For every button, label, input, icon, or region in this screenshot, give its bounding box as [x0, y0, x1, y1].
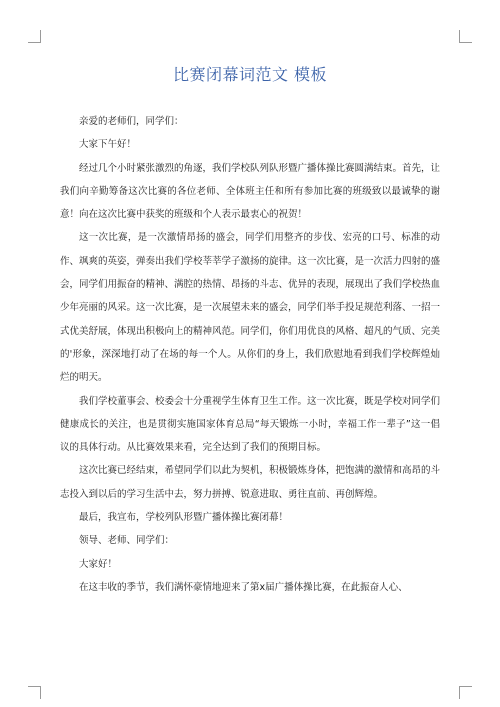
crop-mark-bottom-right [459, 686, 472, 699]
paragraph: 经过几个小时紧张激烈的角逐，我们学校队列队形暨广播体操比赛圆满结束。首先，让我们向辛勤筹备这次比赛的各位老师、全体班主任和所有参加比赛的班级致以最诚挚的谢意！向在这次比赛中获奖的班级和个人表示最衷心的祝贺！ [60, 162, 441, 221]
paragraph-greeting-2: 大家好！ [79, 558, 118, 570]
crop-mark-top-left [28, 30, 41, 43]
document-title: 比赛闭幕词范文 模板 [172, 65, 328, 84]
paragraph-greeting: 大家下午好！ [79, 139, 137, 151]
paragraph-salutation: 亲爱的老师们，同学们： [79, 116, 184, 127]
paragraph: 在这丰收的季节，我们满怀豪情地迎来了第x届广播体操比赛，在此振奋人心、 [79, 581, 408, 593]
document-body [60, 110, 440, 599]
paragraph: 这次比赛已经结束，希望同学们以此为契机，积极锻炼身体，把饱满的激情和高昂的斗志投入到以后的学习生活中去，努力拼搏、锐意进取、勇往直前、再创辉煌。 [60, 465, 441, 500]
crop-mark-bottom-left [28, 686, 41, 699]
paragraph-salutation-2: 领导、老师、同学们： [79, 535, 175, 547]
paragraph: 我们学校董事会、校委会十分重视学生体育卫生工作。这一次比赛，既是学校对同学们健康成长的关注，也是贯彻实施国家体育总局“每天锻炼一小时，幸福工作一辈子”这一倡议的具体行动。从比赛效果来看，完全达到了我们的预期目标。 [60, 395, 441, 454]
paragraph: 这一次比赛，是一次激情昂扬的盛会，同学们用整齐的步伐、宏亮的口号、标准的动作、飒爽的英姿，弹奏出我们学校莘莘学子激扬的旋律。这一次比赛，是一次活力四射的盛会，同学们用振奋的精神、满腔的热情、昂扬的斗志、优异的表现，展现出了我们学校热血少年亮丽的风采。这一次比赛，是一次展望未来的盛会，同学们举手投足规范利落、一招一式优美舒展，体现出积极向上的精神风范。同学们，你们用优良的风格、超凡的气质、完美的'形象，深深地打动了在场的每一个人。从你们的身上，我们欣慰地看到我们学校辉煌灿烂的明天。 [60, 232, 441, 384]
paragraph: 最后，我宣布，学校列队形暨广播体操比赛闭幕！ [79, 512, 289, 524]
crop-mark-top-right [459, 30, 472, 43]
